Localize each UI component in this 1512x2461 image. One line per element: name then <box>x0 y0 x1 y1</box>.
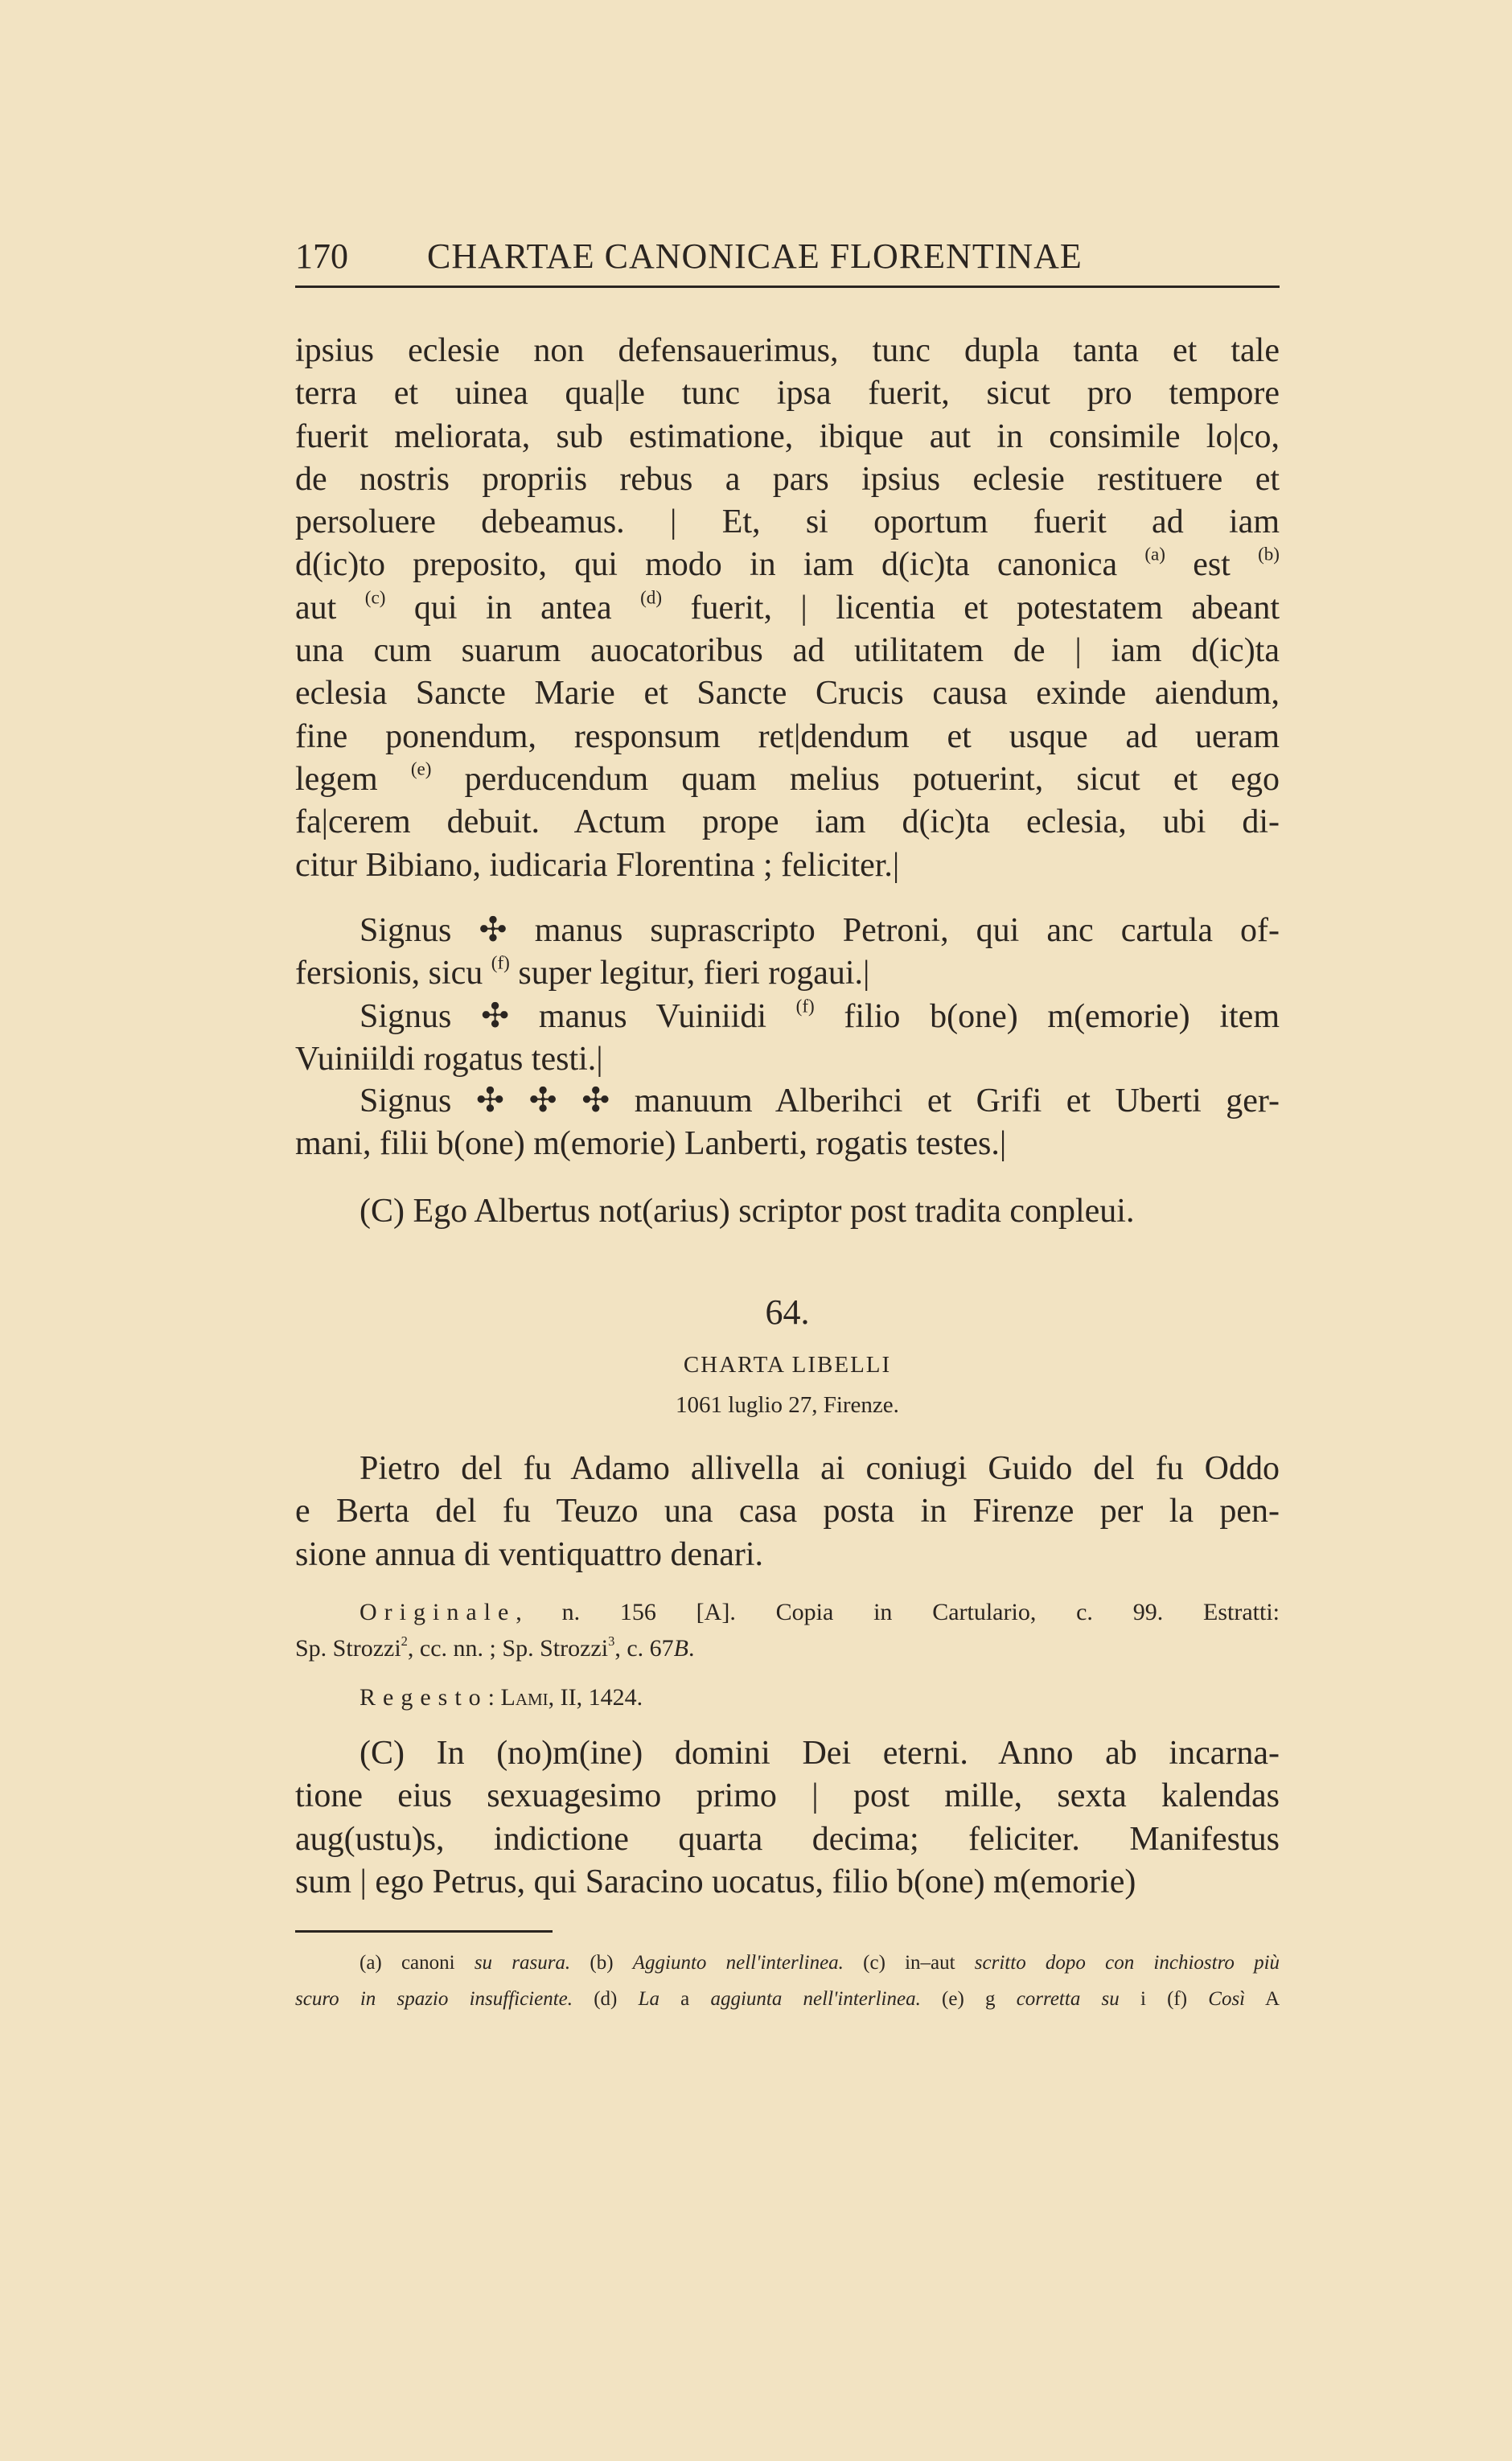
text-run: a <box>659 1988 711 2010</box>
text-run: (d) <box>573 1988 639 2010</box>
text-run: Signus ✣ manus Vuiniidi <box>360 998 796 1035</box>
text-run: e Berta del fu Teuzo una casa posta in Firenze per la pen- <box>295 1493 1280 1530</box>
text-run: mani, filii b(one) m(emorie) Lanberti, rogatis testes.| <box>295 1125 1007 1163</box>
text-line <box>295 544 1280 586</box>
text-run: fine ponendum, responsum ret|dendum et usque ad ueram <box>295 717 1280 755</box>
text-run: , cc. nn. ; Sp. Strozzi <box>407 1635 609 1662</box>
spaced-label: Regesto <box>360 1684 488 1711</box>
footnote-marker: (b) <box>1258 544 1280 565</box>
text-line <box>295 1594 1280 1630</box>
text-run: eclesia Sancte Marie et Sancte Crucis causa exinde aiendum, <box>295 675 1280 713</box>
text-line <box>295 330 1280 372</box>
text-run: ipsius eclesie non defensauerimus, tunc dupla tanta et tale <box>295 332 1280 369</box>
text-line <box>295 1123 1280 1165</box>
footnote-marker: (f) <box>795 995 815 1017</box>
text-line <box>295 1818 1280 1861</box>
text-line <box>295 672 1280 715</box>
text-run: fuerit, | licentia et potestatem abeant <box>662 589 1280 627</box>
italic-text: B <box>673 1635 688 1662</box>
header-rule <box>295 286 1280 288</box>
sources <box>295 1594 1280 1666</box>
text-line <box>295 1038 1280 1081</box>
text-line <box>295 416 1280 458</box>
charter-text <box>295 1732 1280 1904</box>
signum-petroni <box>295 910 1280 996</box>
text-run: (C) Ego Albertus not(arius) scriptor post tradita conpleui. <box>360 1193 1135 1230</box>
para-continuation <box>295 330 1280 887</box>
text-line <box>295 501 1280 544</box>
text-line <box>295 1534 1280 1576</box>
text-run: perducendum quam melius potuerint, sicut et ego <box>431 760 1280 798</box>
text-run: qui in antea <box>385 589 641 627</box>
text-line <box>295 910 1280 952</box>
text-line <box>295 630 1280 672</box>
text-line <box>295 1190 1280 1233</box>
text-run: fa|cerem debuit. Actum prope iam d(ic)ta eclesia, ubi di- <box>295 803 1280 841</box>
footnote-marker: (a) <box>1144 544 1165 565</box>
italic-text: Così <box>1208 1988 1246 2010</box>
text-line <box>295 952 1280 995</box>
text-run: filio b(one) m(emorie) item <box>814 998 1280 1035</box>
text-line <box>295 1861 1280 1904</box>
footnote-marker: (f) <box>491 951 510 973</box>
text-line <box>295 801 1280 844</box>
text-run: aug(ustu)s, indictione quarta decima; feliciter. Manifestus <box>295 1820 1280 1858</box>
text-line <box>295 996 1280 1038</box>
text-run: fersionis, sicu <box>295 955 491 992</box>
text-line <box>295 758 1280 801</box>
text-run: (C) In (no)m(ine) domini Dei eterni. Anno ab incarna- <box>360 1735 1280 1772</box>
text-line <box>295 372 1280 415</box>
text-run: terra et uinea qua|le tunc ipsa fuerit, sicut pro tempore <box>295 375 1280 413</box>
text-run: (c) in–aut <box>843 1952 975 1974</box>
italic-text: su rasura. <box>474 1952 571 1974</box>
text-run: d(ic)to preposito, qui modo in iam d(ic)ta canonica <box>295 546 1145 584</box>
text-run: . <box>688 1635 695 1662</box>
text-line <box>295 1732 1280 1775</box>
text-run: , n. 156 [A]. Copia in Cartulario, c. 99. Estratti: <box>516 1599 1280 1625</box>
text-run: una cum suarum auocatoribus ad utilitatem de | iam d(ic)ta <box>295 632 1280 670</box>
running-title: CHARTAE CANONICAE FLORENTINAE <box>427 236 1083 276</box>
footnote-rule <box>295 1930 553 1933</box>
text-run: (e) g <box>920 1988 1017 2010</box>
text-line <box>295 1775 1280 1818</box>
text-run: super legitur, fieri rogaui.| <box>509 955 870 992</box>
running-header <box>295 235 1280 278</box>
text-run: sum | ego Petrus, qui Saracino uocatus, filio b(one) m(emorie) <box>295 1863 1136 1900</box>
text-run: de nostris propriis rebus a pars ipsius eclesie restituere et <box>295 460 1280 498</box>
text-line <box>295 716 1280 758</box>
text-line <box>295 458 1280 501</box>
text-run: Signus ✣ ✣ ✣ manuum Alberihci et Grifi et Uberti ger- <box>360 1083 1280 1120</box>
italic-text: scritto dopo con inchiostro più <box>974 1952 1280 1974</box>
text-line <box>295 1981 1280 2017</box>
text-line <box>295 1630 1280 1666</box>
text-line <box>295 1945 1280 1981</box>
text-run: (b) <box>570 1952 633 1974</box>
footnote-marker: (e) <box>410 758 432 779</box>
text-line <box>295 1448 1280 1490</box>
signum-witnesses <box>295 1080 1280 1166</box>
page-number: 170 <box>295 236 348 276</box>
document-number: 64. <box>765 1292 810 1332</box>
text-line <box>295 587 1280 630</box>
text-run: Signus ✣ manus suprascripto Petroni, qui anc cartula of- <box>360 912 1280 949</box>
text-run: Pietro del fu Adamo allivella ai coniugi Guido del fu Oddo <box>360 1450 1280 1487</box>
footnote-marker: (d) <box>640 586 663 608</box>
text-run: : <box>487 1684 501 1711</box>
text-run: legem <box>295 760 411 798</box>
text-run: i (f) <box>1119 1988 1209 2010</box>
text-run: fuerit meliorata, sub estimatione, ibique aut in consimile lo|co, <box>295 417 1280 455</box>
footnote-marker: 2 <box>401 1633 408 1649</box>
text-run: , II, 1424. <box>548 1684 643 1711</box>
text-run: est <box>1165 546 1259 584</box>
italic-text: Aggiunto nell'interlinea. <box>632 1952 844 1974</box>
text-run: (a) canoni <box>360 1952 475 1974</box>
text-run: sione annua di ventiquattro denari. <box>295 1535 763 1573</box>
text-run: persoluere debeamus. | Et, si oportum fuerit ad iam <box>295 503 1280 541</box>
text-line <box>295 1679 1280 1715</box>
summary <box>295 1448 1280 1576</box>
regesto <box>295 1679 1280 1715</box>
text-run: aut <box>295 589 365 627</box>
signum-vuiniidi <box>295 996 1280 1082</box>
italic-text: aggiunta nell'interlinea. <box>710 1988 921 2010</box>
italic-text: scuro in spazio insufficiente. <box>295 1988 573 2010</box>
document-date: 1061 luglio 27, Firenze. <box>676 1392 899 1418</box>
italic-text: La <box>638 1988 659 2010</box>
footnotes <box>295 1945 1280 2017</box>
text-run: Vuiniildi rogatus testi.| <box>295 1041 603 1078</box>
footnote-marker: 3 <box>608 1633 615 1649</box>
text-run: citur Bibiano, iudicaria Florentina ; feliciter.| <box>295 846 900 884</box>
text-line <box>295 1490 1280 1533</box>
author-name: Lami <box>500 1684 549 1711</box>
text-run: tione eius sexuagesimo primo | post mille, sexta kalendas <box>295 1777 1280 1815</box>
text-line <box>295 844 1280 887</box>
text-run: , c. 67 <box>614 1635 674 1662</box>
text-run: A <box>1245 1988 1280 2010</box>
notary-subscription <box>295 1190 1280 1233</box>
document-title: CHARTA LIBELLI <box>683 1352 892 1378</box>
spaced-label: Originale <box>360 1599 516 1625</box>
italic-text: corretta su <box>1016 1988 1120 2010</box>
footnote-marker: (c) <box>364 586 386 608</box>
text-line <box>295 1080 1280 1123</box>
text-run: Sp. Strozzi <box>295 1635 401 1662</box>
